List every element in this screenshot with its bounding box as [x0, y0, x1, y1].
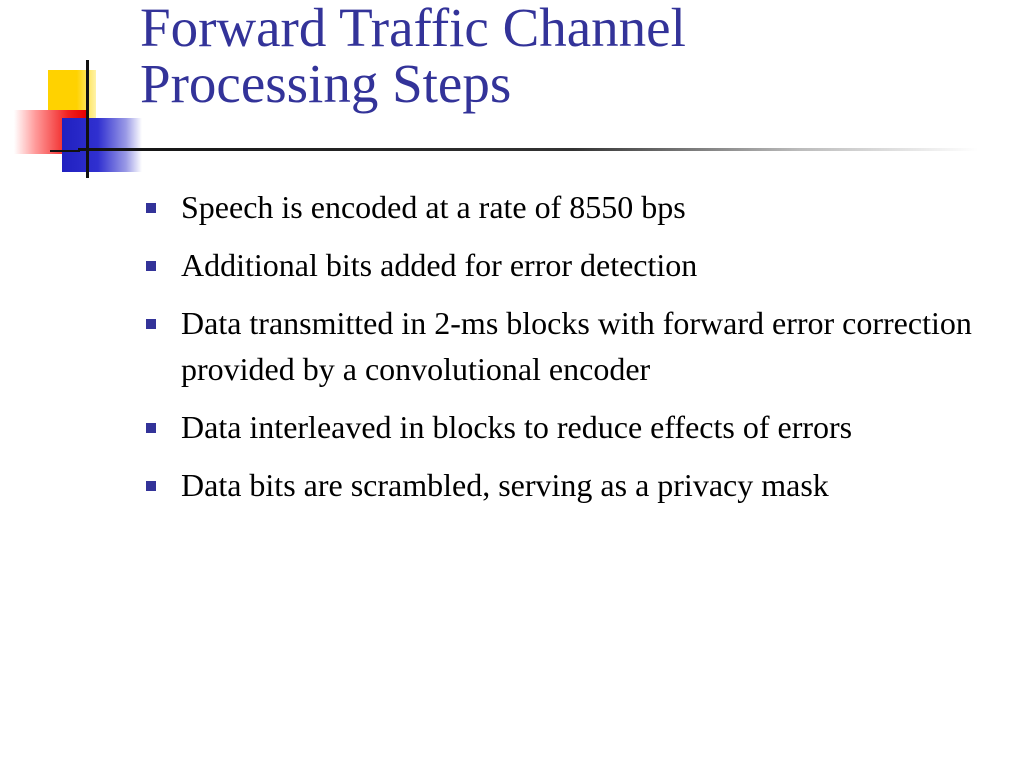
squares-logo-icon — [0, 0, 160, 190]
bullet-text: Additional bits added for error detection — [181, 247, 698, 283]
bullet-text: Data bits are scrambled, serving as a privacy mask — [181, 467, 829, 503]
bullet-text: Data interleaved in blocks to reduce effects of errors — [181, 409, 853, 445]
bullet-item — [140, 300, 1000, 392]
bullet-list — [140, 184, 1000, 520]
bullet-text: Speech is encoded at a rate of 8550 bps — [181, 189, 686, 225]
slide-title-line-2: Processing Steps — [140, 53, 512, 114]
logo-horizontal-line — [50, 150, 80, 152]
square-bullet-icon — [146, 261, 156, 271]
bullet-item — [140, 462, 1000, 508]
title-divider — [78, 148, 978, 151]
square-bullet-icon — [146, 481, 156, 491]
bullet-item — [140, 184, 1000, 230]
bullet-text: Data transmitted in 2-ms blocks with forward error correction provided by a convolutional encoder — [181, 305, 972, 387]
square-bullet-icon — [146, 319, 156, 329]
bullet-item — [140, 404, 1000, 450]
square-bullet-icon — [146, 423, 156, 433]
slide-title-line-1: Forward Traffic Channel — [140, 0, 686, 58]
logo-vertical-line — [86, 60, 89, 178]
square-bullet-icon — [146, 203, 156, 213]
slide-title — [140, 0, 1000, 112]
logo-blue-square — [62, 118, 142, 172]
bullet-item — [140, 242, 1000, 288]
